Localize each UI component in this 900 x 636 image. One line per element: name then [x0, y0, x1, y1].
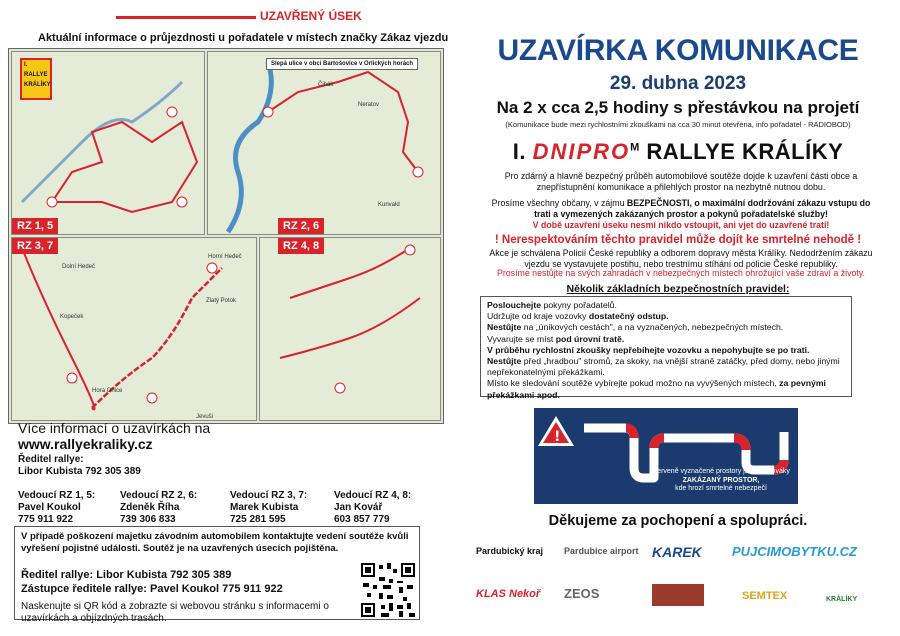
map-label-rz-1-5: RZ 1, 5 [12, 218, 58, 234]
closed-section-legend-line [116, 16, 256, 19]
map-note: Slepá ulice v obci Bartošovice v Orlických horách [266, 58, 418, 70]
head-rz-1-5: Vedoucí RZ 1, 5: Pavel Koukol 775 911 922 [18, 490, 96, 525]
rally-logo: I. RALLYE KRÁLÍKY [20, 58, 52, 100]
sponsor-pardubicky-kraj: Pardubický kraj [476, 546, 544, 556]
rule-item: Vyvarujte se míst pod úrovní tratě. [487, 333, 625, 344]
sponsor-zeos: ZEOS [564, 586, 600, 601]
map-rz-3-7: Dolní Hedeč Kopeček Horní Hedeč Zlatý Potok Hora Orlice Jevuši RZ 3, 7 [11, 237, 257, 421]
map-route-2 [208, 52, 441, 235]
sponsor-kraliky: KRÁLÍKY [826, 596, 858, 603]
rule-item: Nestůjte na „únikových cestách", a na vyznačených, nebezpečných místech. [487, 322, 784, 333]
garden-paragraph: Prosíme nestůjte na svých zahradách v nebezpečných místech ohrožující vaše zdraví a životy. [496, 268, 866, 278]
qr-note: Naskenujte si QR kód a zobrazte si webovou stránku s informacemi o uzavírkách a objízdných trasách. [21, 601, 329, 624]
right-panel [456, 0, 900, 636]
website-link[interactable]: www.rallyekraliky.cz [18, 436, 153, 452]
head-rz-2-6: Vedoucí RZ 2, 6: Zdeněk Říha 739 306 833 [120, 490, 198, 525]
sponsor-pardubice-airport: Pardubice airport [564, 546, 639, 556]
damage-box [14, 526, 420, 624]
rule-item: Nestůjte před „hradbou" stromů, za skoky, na vnější straně zatáčky, před domy, nebo jinými nepřekonatelnými překážkami. [487, 356, 840, 378]
closure-duration: Na 2 x cca 2,5 hodiny s přestávkou na projetí [496, 98, 860, 117]
director-label: Ředitel rallye: [18, 454, 84, 465]
rule-item: Udržujte od kraje vozovky dostatečný odstup. [487, 311, 669, 322]
map-route-4 [260, 238, 441, 421]
director-line: Ředitel rallye: Libor Kubista 792 305 389 [21, 569, 232, 581]
deputy-line: Zástupce ředitele rallye: Pavel Koukol 775 911 922 [21, 583, 283, 595]
qr-code-icon[interactable] [359, 561, 417, 619]
closed-section-legend: UZAVŘENÝ ÚSEK [260, 9, 362, 23]
rule-item: Posloucheјte pokyny pořadatelů. [487, 300, 617, 310]
sponsor-semtex: SEMTEX [742, 590, 788, 602]
danger-zone-graphic [534, 408, 798, 504]
sponsor-karek: KAREK [652, 544, 702, 560]
sponsor-pujcimobytku: PUJCIMOBYTKU.CZ [732, 544, 857, 559]
map-label-rz-4-8: RZ 4, 8 [278, 238, 324, 254]
intro-paragraph: Pro zdárný a hlavně bezpečný průběh automobilové soutěže dojde k uzavření části obce a znepřístupnění komunikace a přilehlých prostor na nezbytně nutnou dobu. [504, 171, 858, 192]
map-route-3 [12, 238, 257, 421]
page-title: UZAVÍRKA KOMUNIKACE [497, 34, 859, 67]
maps-grid [8, 48, 444, 424]
map-label-rz-3-7: RZ 3, 7 [12, 238, 58, 254]
danger-zone-caption: Červeně vyznačené prostory jsou pro diváky ZAKÁZANÝ PROSTOR, kde hrozí smrtelné nebezpečí [652, 468, 790, 492]
head-rz-3-7: Vedoucí RZ 3, 7: Marek Kubista 725 281 595 [230, 490, 308, 525]
more-info: Více informací o uzavírkách na www.rallyekraliky.cz [18, 420, 211, 452]
rules-list [480, 296, 852, 400]
rule-item: V průběhu rychlostní zkoušky nepřebíhejte vozovku a nepohybujte se po trati. [487, 344, 810, 355]
map-rz-2-6: Slepá ulice v obci Bartošovice v Orlických horách Čihák Neratov Kunvald RZ 2, 6 [207, 51, 441, 235]
map-label-rz-2-6: RZ 2, 6 [278, 218, 324, 234]
fatal-warning: ! Nerespektováním těchto pravidel může dojít ke smrtelné nehodě ! [494, 234, 862, 246]
police-paragraph: Akce je schválena Policií České republiky a odborem dopravy města Králíky. Nedodržením zákazu vjezdu se vystavujete postihu, nebo trestnímu stíhání od policie České republiky. [489, 248, 873, 269]
map-rz-1-5 [11, 51, 205, 235]
left-panel [8, 9, 449, 626]
safety-paragraph: Prosíme všechny občany, v zájmu BEZPEČNOSTI, o maximální dodržování zákazu vstupu do trati a vymezených zakázaných prostor a pokynů pořadatelské služby! V době uzavření úseku nesmí nikdo vstoupit, ani vjet do uzavřené trati! [491, 198, 871, 230]
svg-text:!: ! [554, 429, 561, 445]
rally-brand: I. $DNIPRO^M$ RALLYE KRÁLÍKY [512, 139, 844, 164]
rules-heading: Několik základních bezpečnostních pravidel: [566, 283, 790, 295]
sponsor-badge [652, 584, 704, 606]
closure-date: 29. dubna 2023 [609, 73, 747, 94]
thanks-text: Děkujeme za pochopení a spolupráci. [548, 513, 808, 529]
rule-item: Místo ke sledování soutěže vybírejte pokud možno na vyvýšených místech, za pevnými překážkami apod. [487, 378, 826, 400]
sponsor-logo-text: DNIPRO [532, 139, 631, 164]
closure-note: (Komunikace bude mezi rychlostními zkouškami na cca 30 minut otevřena, info pořadatel - RADIOBOD) [505, 120, 851, 129]
map-rz-4-8 [259, 237, 441, 421]
head-rz-4-8: Vedoucí RZ 4, 8: Jan Kovář 603 857 779 [334, 490, 412, 525]
director-contact: Libor Kubista 792 305 389 [18, 466, 141, 477]
sponsor-klas: KLAS Nekoř [476, 588, 541, 600]
info-line: Aktuální informace o průjezdnosti u pořadatele v místech značky Zákaz vjezdu [38, 32, 449, 44]
damage-text: V případě poškození majetku závodním automobilem kontaktujte vedení soutěže kvůli vyřešení pojistné události. Soutěž je na uzavřených úsecích pojištěna. [21, 531, 409, 554]
